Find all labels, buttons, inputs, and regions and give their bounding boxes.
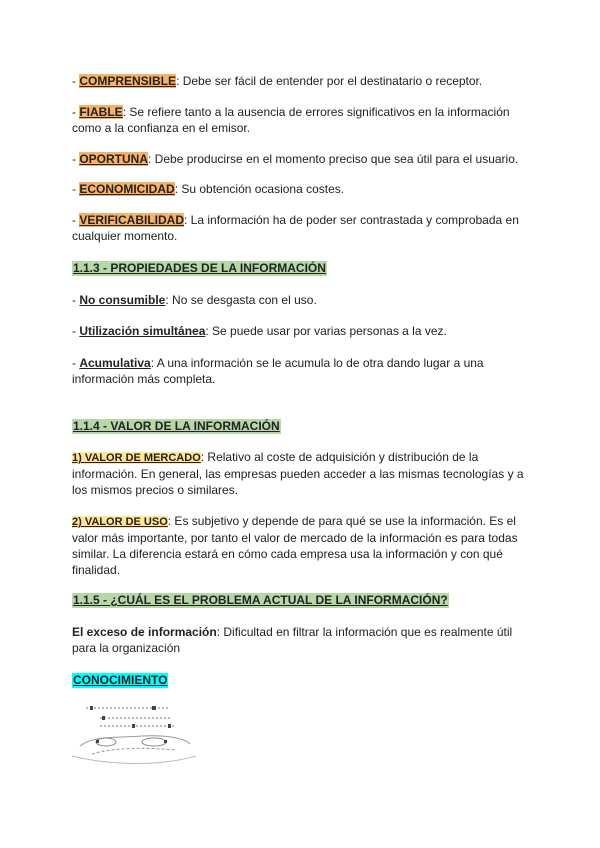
term-oportuna: OPORTUNA: [79, 152, 149, 166]
item-oportuna: [72, 151, 528, 167]
item-utilizacion-simultanea: [72, 323, 528, 339]
item-text: : Se refiere tanto a la ausencia de errores significativos en la información como a la confianza en el emisor.: [72, 105, 510, 135]
item-prefix: -: [72, 152, 80, 166]
item-prefix: -: [72, 182, 80, 196]
item-text: : A una información se le acumula lo de otra dando lugar a una información más completa.: [72, 356, 484, 386]
item-text: : Dificultad en filtrar la información que es realmente útil para la organización: [72, 625, 513, 655]
item-text: : Su obtención ocasiona costes.: [174, 182, 345, 196]
term-utilizacion-simultanea: Utilización simultánea: [79, 324, 206, 338]
item-text: : Debe producirse en el momento preciso que sea útil para el usuario.: [148, 152, 519, 166]
heading-propiedades: 1.1.3 - PROPIEDADES DE LA INFORMACIÓN: [73, 261, 326, 275]
term-acumulativa: Acumulativa: [79, 356, 151, 370]
term-valor-uso: 2) VALOR DE USO: [72, 516, 168, 528]
item-prefix: -: [72, 293, 80, 307]
term-fiable: FIABLE: [79, 105, 123, 119]
item-text: : Debe ser fácil de entender por el destinatario o receptor.: [176, 74, 483, 88]
item-comprensible: [72, 73, 528, 89]
term-economicidad: ECONOMICIDAD: [79, 182, 175, 196]
term-comprensible: COMPRENSIBLE: [79, 74, 177, 88]
term-no-consumible: No consumible: [79, 293, 166, 307]
item-prefix: -: [72, 213, 80, 227]
item-prefix: -: [72, 105, 80, 119]
item-exceso-informacion: [72, 624, 528, 656]
heading-problema: 1.1.5 - ¿CUÁL ES EL PROBLEMA ACTUAL DE LA INFORMACIÓN?: [73, 593, 448, 607]
item-no-consumible: [72, 292, 528, 308]
item-text: : No se desgasta con el uso.: [165, 293, 317, 307]
item-acumulativa: [72, 355, 528, 387]
item-text: : Se puede usar por varias personas a la vez.: [205, 324, 447, 338]
item-prefix: -: [72, 356, 80, 370]
conocimiento-diagram-image: [72, 700, 196, 766]
item-fiable: [72, 104, 528, 136]
item-verificabilidad: [72, 212, 528, 244]
item-prefix: -: [72, 324, 80, 338]
item-economicidad: [72, 181, 528, 197]
term-exceso-informacion: El exceso de información: [72, 625, 217, 639]
item-prefix: -: [72, 74, 80, 88]
term-valor-mercado: 1) VALOR DE MERCADO: [72, 452, 201, 464]
term-verificabilidad: VERIFICABILIDAD: [79, 213, 185, 227]
item-text: : Es subjetivo y depende de para qué se use la información. Es el valor más importante, por tanto el valor de mercado de la información es para todas similar. La diferencia estará en cómo cada empresa usa la información y con qué finalidad.: [72, 514, 518, 577]
heading-conocimiento: CONOCIMIENTO: [73, 673, 168, 687]
item-text: : Relativo al coste de adquisición y distribución de la información. En general, las empresas pueden acceder a las mismas tecnologías y a los mismos precios o similares.: [72, 450, 524, 497]
item-text: : La información ha de poder ser contrastada y comprobada en cualquier momento.: [72, 213, 519, 243]
item-valor-mercado: [72, 449, 528, 498]
item-valor-uso: [72, 513, 528, 578]
heading-valor: 1.1.4 - VALOR DE LA INFORMACIÓN: [73, 419, 280, 433]
